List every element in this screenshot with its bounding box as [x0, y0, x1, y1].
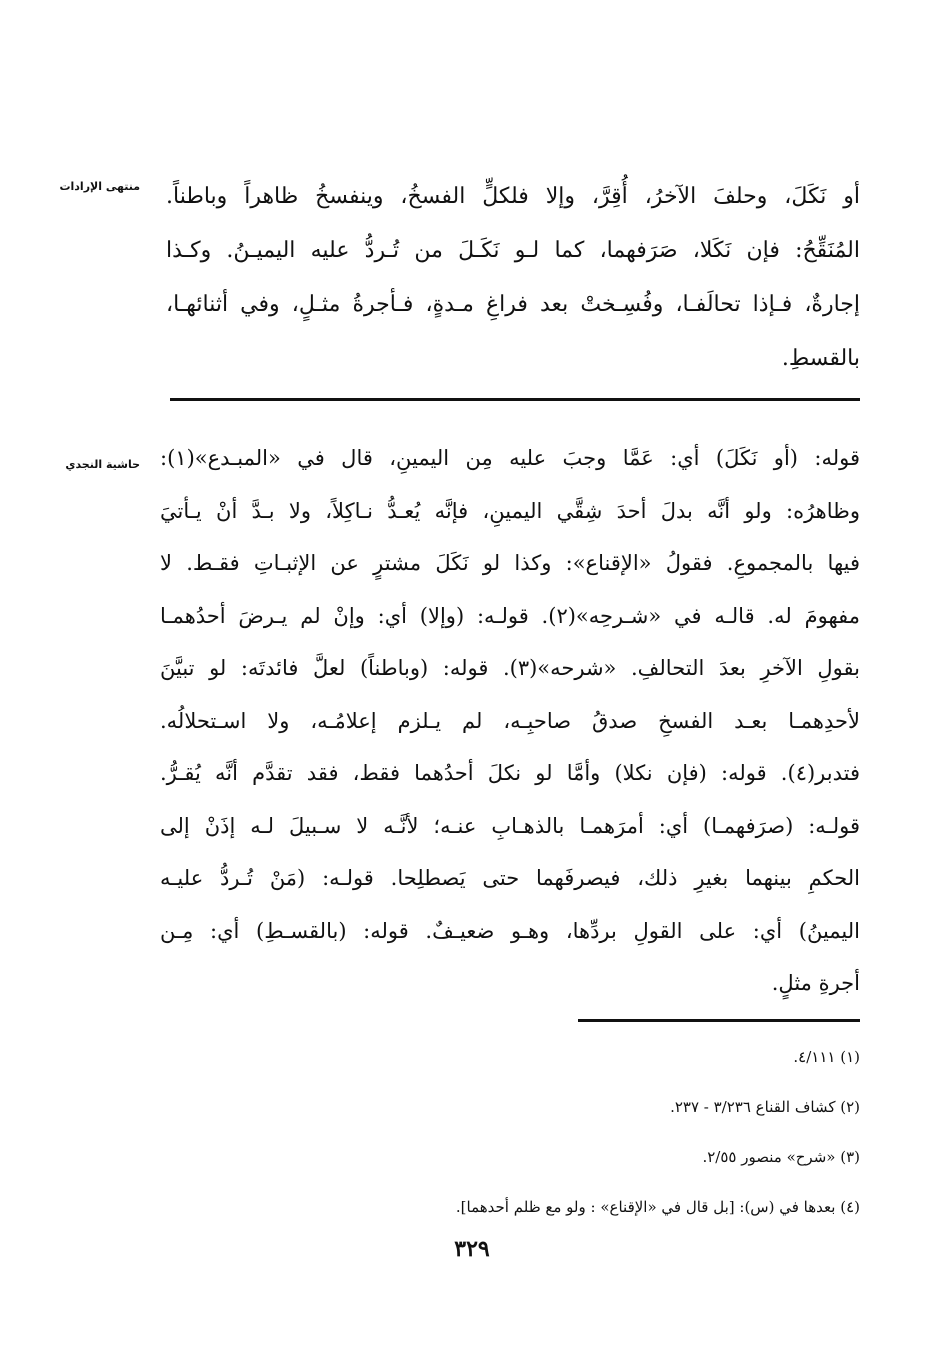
footnotes [300, 1032, 860, 1232]
footnote: (٢) كشاف القناع ٣/٢٣٦ - ٢٣٧. [670, 1098, 860, 1116]
footnote-divider [578, 1019, 860, 1022]
hashiya-text-line: قولـه: (صرَفهمـا) أي: أمرَهمـا بالذهـابِ عنـه؛ لأنَّـه لا سـبيلَ لـه إذَنْ إلى [160, 813, 860, 838]
hashiya-text-line: اليمينُ) أي: على القولِ بردِّها، وهـو ضعيـفٌ. قوله: (بالقسـطِ) أي: مِـن [160, 918, 860, 943]
hashiya-text-line: قوله: (أو نَكَلَ) أي: عَمَّا وجبَ عليه مِن اليمينِ، قال في «المبـدع»(١): [160, 446, 860, 470]
hashiya-text-line: لأحدِهمـا بعـد الفسخِ صدقُ صاحبِـه، لم يـلزم إعلامُـه، ولا اسـتحلالُه. [160, 708, 860, 733]
main-text-line: أو نَكَلَ، وحلفَ الآخرُ، أُقِرَّ، وإلا فلكلٍّ الفسخُ، وينفسخُ ظاهراً وباطناً. [166, 184, 860, 209]
hashiya-text-line: وظاهرُه: ولو أنَّه بدلَ أحدَ شِقَّي اليمينِ، فإنَّه يُعـدُّ نـاكِلاً، ولا بـدَّ أنْ يـأتيَ [160, 498, 860, 523]
hashiya-text-line: الحكمِ بينهما بغيرِ ذلك، فيصرفَهما حتى يَصطلِحا. قولـه: (مَنْ تُـردُّ عليـه [160, 866, 860, 890]
hashiya-text-line: بقولِ الآخرِ بعدَ التحالفِ. «شرحه»(٣). قوله: (وباطناً) لعلَّ فائدتَه: لو تبيَّنَ [160, 656, 860, 680]
main-text-block [166, 170, 860, 386]
hashiya-text-line: فيها بالمجموعِ. فقولُ «الإقناع»: وكذا لو نَكَلَ مشترٍ عن الإثبـاتِ فقـط. لا [160, 551, 860, 575]
hashiya-text-line: فتدبر(٤). قوله: (فإن نكلا) وأمَّا لو نكلَ أحدُهما فقط، فقد تقدَّم أنَّه يُقـرُّ. [160, 761, 860, 785]
side-label-main: منتهى الإرادات [59, 180, 140, 193]
side-label-hashiya: حاشية النجدي [65, 458, 140, 471]
footnote: (٤) بعدها في (س): [بل قال في «الإقناع» : ولو مع ظلم أحدهما]. [455, 1198, 860, 1216]
footnote: (٣) «شرح» منصور ٢/٥٥. [702, 1148, 860, 1166]
hashiya-text-line: مفهومَ له. قالـه في «شـرحِه»(٢). قولـه: (وإلا) أي: وإنْ لم يـرضَ أحدُهمـا [160, 603, 860, 628]
section-divider [170, 398, 860, 401]
footnote: (١) ٤/١١١. [793, 1048, 860, 1066]
main-text-line: المُنَقِّحُ: فإن نَكَلا، صَرَفهما، كما لـو نَكَـلَ من تُـردُّ عليه اليميـنُ. وكـذا [166, 238, 860, 263]
hashiya-text-line: أجرةِ مثلٍ. [771, 971, 860, 995]
main-text-line: بالقسطِ. [781, 346, 860, 371]
page-number: ٣٢٩ [454, 1236, 490, 1262]
main-text-line: إجارةٌ، فـإذا تحالَفـا، وفُسِـختْ بعد فراغِ مـدةٍ، فـأجرةُ مثـلٍ، وفي أثنائهـا، [166, 292, 860, 317]
hashiya-text-block [160, 432, 860, 1010]
